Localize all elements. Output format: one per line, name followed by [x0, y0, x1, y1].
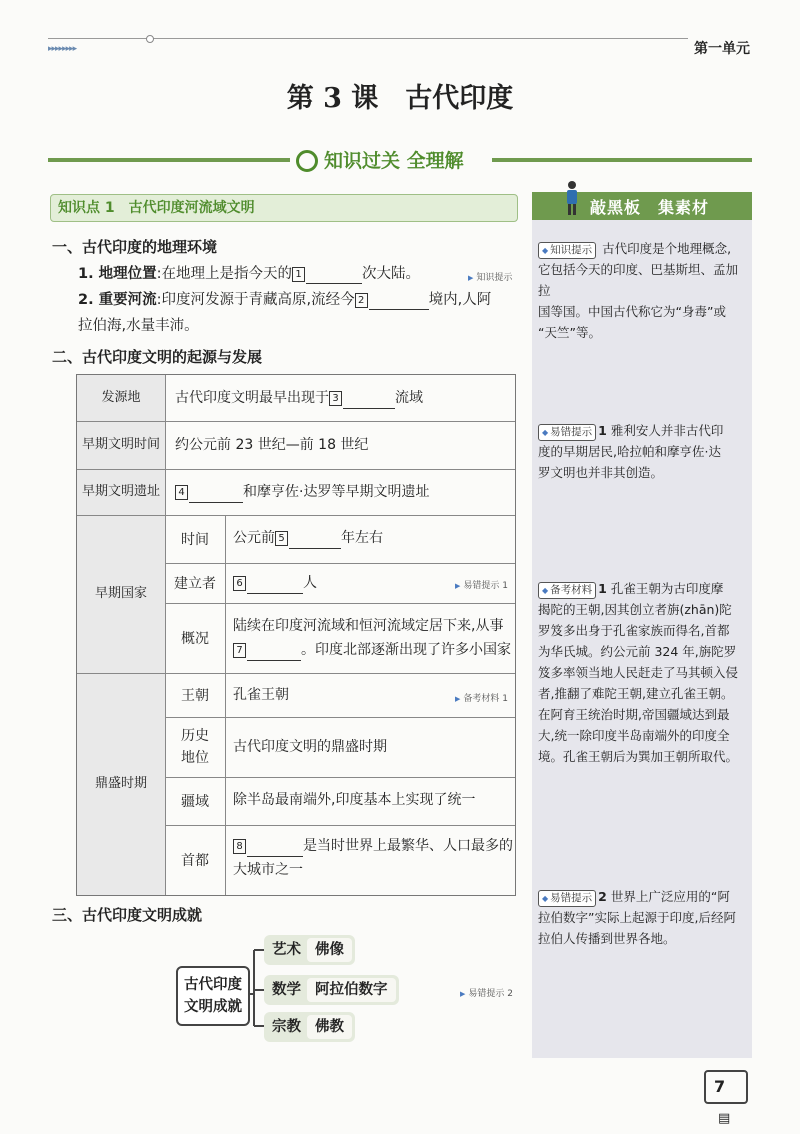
- note3-line: 境。孔雀王朝后为巽加王朝所取代。: [538, 749, 739, 764]
- overview-line1: 陆续在印度河流域和恒河流域定居下来,从事: [233, 618, 504, 634]
- item1-text-end: 次大陆。: [362, 266, 421, 282]
- fill-blank[interactable]: [247, 577, 303, 594]
- time-text-end: 年左右: [341, 530, 383, 546]
- part1-item1: [78, 264, 420, 284]
- note4-line: 世界上广泛应用的“阿: [610, 889, 730, 904]
- grid-line: [77, 515, 515, 516]
- fill-blank[interactable]: [369, 293, 429, 310]
- note2-line: 罗文明也并非其创造。: [538, 465, 664, 480]
- grid-line: [165, 717, 515, 718]
- grid-line: [165, 563, 515, 564]
- overview-line2: [233, 639, 511, 661]
- note4-line: 拉伯数字”实际上起源于印度,后经阿: [538, 910, 736, 925]
- node-key: 艺术: [272, 942, 301, 958]
- note-tag: ◆ 备考材料: [538, 582, 596, 599]
- sidebar-note-1: [538, 238, 750, 343]
- origin-text-end: 流域: [395, 390, 423, 406]
- capital-line2: 大城市之一: [233, 862, 303, 878]
- blank-number: 2: [355, 293, 368, 308]
- time-text: 公元前: [233, 530, 275, 546]
- blank-number: 7: [233, 643, 246, 658]
- hint-label: ▶ 易错提示 1: [455, 578, 508, 591]
- territory-cell: 除半岛最南端外,印度基本上实现了统一: [233, 792, 476, 808]
- label-hist-1: 历史: [181, 728, 209, 744]
- note2-line: 度的早期居民,哈拉帕和摩亨佐·达: [538, 444, 721, 459]
- grid-line: [165, 375, 166, 895]
- time-cell: [233, 527, 383, 549]
- note2-line: 雅利安人并非古代印: [610, 423, 724, 438]
- label-hist-2: 地位: [181, 750, 209, 766]
- development-table: [76, 374, 516, 896]
- early-sites-text: 和摩亨佐·达罗等早期文明遗址: [243, 484, 430, 500]
- note-num: 1: [598, 423, 607, 438]
- note-tag: ◆ 知识提示: [538, 242, 596, 259]
- label-origin: 发源地: [77, 375, 165, 421]
- header-arrows: ▸▸▸▸▸▸▸▸: [48, 44, 77, 54]
- sidebar-note-2: [538, 420, 750, 483]
- label-overview: 概况: [181, 631, 209, 647]
- grid-line: [165, 777, 515, 778]
- capital-text: 是当时世界上最繁华、人口最多的: [303, 838, 513, 854]
- label-hist: [165, 717, 225, 777]
- header-dot: [146, 35, 154, 43]
- note-num: 1: [598, 581, 607, 596]
- label-time: 时间: [181, 532, 209, 548]
- note-tag: ◆ 易错提示: [538, 890, 596, 907]
- hist-cell: 古代印度文明的鼎盛时期: [233, 739, 387, 755]
- dynasty-cell: 孔雀王朝: [233, 687, 289, 703]
- note4-line: 拉伯人传播到世界各地。: [538, 931, 676, 946]
- cart-icon: ▤: [718, 1111, 731, 1126]
- founder-text: 人: [303, 575, 317, 591]
- grid-line: [165, 825, 515, 826]
- label-early-sites: 早期文明遗址: [77, 469, 165, 515]
- note1-line: 古代印度是个地理概念,: [602, 241, 732, 256]
- item2-text-end: 境内,人阿: [428, 292, 492, 308]
- node-value: 阿拉伯数字: [307, 978, 396, 1002]
- mindmap-center: [176, 966, 250, 1026]
- fill-blank[interactable]: [289, 532, 341, 549]
- overview-text: 。印度北部逐渐出现了许多小国家: [301, 642, 511, 658]
- item1-label: 1. 地理位置: [78, 266, 157, 282]
- note3-line: 为华氏城。约公元前 324 年,旃陀罗: [538, 644, 737, 659]
- blank-number: 1: [292, 267, 305, 282]
- grid-line: [77, 469, 515, 470]
- unit-label: 第一单元: [694, 41, 750, 57]
- capital-line1: [233, 835, 513, 857]
- note3-line: 揭陀的王朝,因其创立者旃(zhān)陀: [538, 602, 732, 617]
- fill-blank[interactable]: [343, 392, 395, 409]
- mindmap-center-line2: 文明成就: [184, 999, 242, 1015]
- header-rule: [48, 38, 688, 39]
- part2-heading: 二、古代印度文明的起源与发展: [52, 348, 263, 366]
- item2-text: :印度河发源于青藏高原,流经今: [156, 292, 355, 308]
- node-value: 佛像: [307, 938, 352, 962]
- banner-rule-left: [48, 158, 290, 162]
- hint-label: ▶ 易错提示 2: [460, 986, 513, 999]
- blank-number: 4: [175, 485, 188, 500]
- banner-rule-right: [492, 158, 752, 162]
- note-tag: ◆ 易错提示: [538, 424, 596, 441]
- label-early-time: 早期文明时间: [77, 421, 165, 469]
- swirl-icon: [296, 150, 318, 172]
- mindmap-center-line1: 古代印度: [184, 977, 242, 993]
- part1-item2: [78, 290, 491, 310]
- note3-line: 大,统一除印度半岛南端外的印度全: [538, 728, 730, 743]
- part1-heading: 一、古代印度的地理环境: [52, 238, 218, 256]
- sidebar-note-4: [538, 886, 750, 949]
- page-number: [704, 1070, 748, 1126]
- blank-number: 6: [233, 576, 246, 591]
- mindmap-node-art: [264, 935, 355, 965]
- item2-label: 2. 重要河流: [78, 292, 157, 308]
- origin-text: 古代印度文明最早出现于: [175, 390, 329, 406]
- fill-blank[interactable]: [306, 267, 362, 284]
- label-capital: 首都: [181, 853, 209, 869]
- grid-line: [77, 421, 515, 422]
- section-banner: [296, 146, 464, 173]
- grid-line: [77, 673, 515, 674]
- blank-number: 5: [275, 531, 288, 546]
- label-early-states: 早期国家: [77, 515, 165, 673]
- note3-line: 者,推翻了难陀王朝,建立孔雀王朝。: [538, 686, 734, 701]
- note-num: 2: [598, 889, 607, 904]
- label-dynasty: 王朝: [181, 688, 209, 704]
- label-peak: 鼎盛时期: [77, 673, 165, 895]
- fill-blank[interactable]: [247, 840, 303, 857]
- note1-line: 国等国。中国古代称它为“身毒”或: [538, 304, 726, 319]
- note1-line: “天竺”等。: [538, 325, 601, 340]
- note3-line: 罗笈多出身于孔雀家族而得名,首都: [538, 623, 730, 638]
- lesson-title: 第 3 课 古代印度: [286, 83, 514, 114]
- node-value: 佛教: [307, 1015, 352, 1039]
- hint-label: ▶ 备考材料 1: [455, 691, 508, 704]
- part3-heading: 三、古代印度文明成就: [52, 906, 203, 924]
- grid-line: [165, 603, 515, 604]
- knowledge-point-title: 知识点 1 古代印度河流域文明: [58, 200, 255, 216]
- origin-cell: [175, 387, 423, 409]
- node-key: 数学: [272, 982, 301, 998]
- page-number-text: 7: [714, 1077, 726, 1096]
- note3-line: 笈多率领当地人民赶走了马其顿入侵: [538, 665, 739, 680]
- early-time-cell: 约公元前 23 世纪—前 18 世纪: [175, 437, 369, 453]
- note3-line: 孔雀王朝为古印度摩: [610, 581, 724, 596]
- blank-number: 8: [233, 839, 246, 854]
- item2-line2: 拉伯海,水量丰沛。: [78, 318, 199, 334]
- teacher-figure-icon: [560, 180, 584, 216]
- fill-blank[interactable]: [247, 644, 301, 661]
- founder-cell: [233, 572, 317, 594]
- note3-line: 在阿育王统治时期,帝国疆域达到最: [538, 707, 730, 722]
- sidebar-title: 敲黑板 集素材: [590, 198, 710, 217]
- mindmap-node-religion: [264, 1012, 355, 1042]
- section-banner-text: 知识过关 全理解: [324, 150, 464, 172]
- node-key: 宗教: [272, 1019, 301, 1035]
- label-territory: 疆域: [181, 794, 209, 810]
- fill-blank[interactable]: [189, 486, 243, 503]
- blank-number: 3: [329, 391, 342, 406]
- grid-line: [225, 515, 226, 895]
- note1-line: 它包括今天的印度、巴基斯坦、孟加拉: [538, 262, 739, 298]
- sidebar-note-3: [538, 578, 750, 767]
- label-founder: 建立者: [174, 576, 216, 592]
- mindmap-node-math: [264, 975, 399, 1005]
- item1-text: :在地理上是指今天的: [156, 266, 293, 282]
- hint-label: ▶ 知识提示: [468, 270, 512, 283]
- early-sites-cell: [175, 481, 429, 503]
